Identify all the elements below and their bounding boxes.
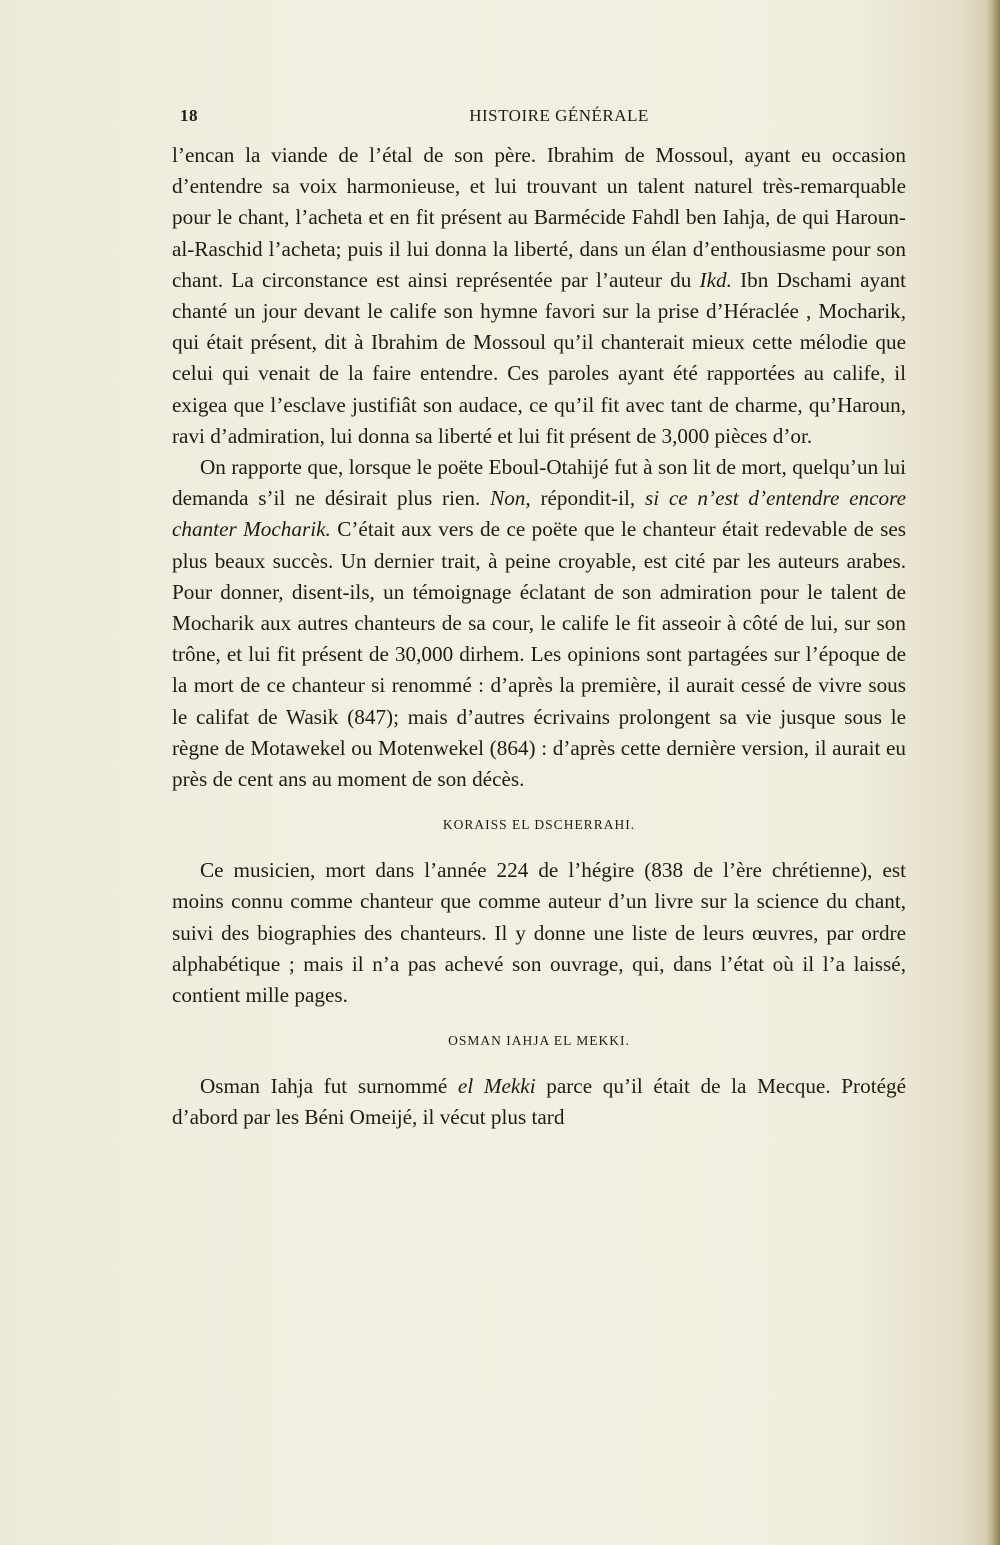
- paragraph-3: Ce musicien, mort dans l’année 224 de l’hégire (838 de l’ère chrétienne), est moins connu comme chanteur que comme auteur d’un livre sur la science du chant, suivi des biographies des chanteurs. Il y donne une liste de leurs œuvres, par ordre alphabétique ; mais il n’a pas achevé son ouvrage, qui, dans l’état où il l’a laissé, contient mille pages.: [172, 858, 906, 1008]
- page-number: 18: [180, 106, 198, 125]
- paragraph-4-end: parce qu’il était de la Mecque. Protégé d’abord par les Béni Omeijé, il vécut plus tard: [172, 1074, 906, 1130]
- paragraph-4: [172, 1071, 906, 1133]
- paragraph-1: [172, 140, 906, 452]
- paragraph-2: [172, 452, 906, 795]
- paragraph-1-rest: Ibn Dschami ayant chanté un jour devant le calife son hymne favori sur la prise d’Héraclée , Mocharik, qui était présent, dit à Ibrahim de Mossoul qu’il chanterait mieux cette mélodie que celui qui venait de la faire entendre. Ces paroles ayant été rapportées au calife, il exigea que l’esclave justifiât son audace, ce qu’il fit avec tant de charme, qu’Haroun, ravi d’admiration, lui donna sa liberté et lui fit présent de 3,000 pièces d’or.: [172, 267, 906, 448]
- running-head: [172, 100, 906, 140]
- section-title-osman: OSMAN IAHJA EL MEKKI.: [448, 1033, 630, 1049]
- ikd-italic: Ikd.: [699, 267, 732, 292]
- section-title-koraiss: KORAISS EL DSCHERRAHI.: [442, 817, 636, 833]
- paragraph-1-text: l’encan la viande de l’étal de son père. Ibrahim de Mossoul, ayant eu occasion d’entendre sa voix harmonieuse, et lui trouvant un talent naturel très-remarquable pour le chant, l’acheta et en fit présent au Barmécide Fahdl ben Iahja, de qui Haroun-al-Raschid l’acheta; puis il lui donna la liberté, dans un élan d’enthousiasme pour son chant. La circonstance est ainsi représentée par l’auteur du: [172, 143, 906, 292]
- paragraph-2-mid: répondit-il,: [530, 486, 645, 511]
- quote-italic: si ce n’est d’entendre encore chanter Mocharik.: [172, 486, 906, 542]
- text-block: [172, 100, 906, 1134]
- paragraph-2-start: On rapporte que, lorsque le poëte Eboul-Otahijé fut à son lit de mort, quelqu’un lui demanda s’il ne désirait plus rien.: [172, 455, 906, 511]
- non-italic: Non,: [490, 486, 531, 511]
- paragraph-4-start: Osman Iahja fut surnommé: [200, 1074, 458, 1099]
- paragraph-2-end: C’était aux vers de ce poëte que le chanteur était redevable de ses plus beaux succès. Un dernier trait, à peine croyable, est cité par les auteurs arabes. Pour donner, disent-ils, un témoignage éclatant de son admiration pour le talent de Mocharik aux autres chanteurs de sa cour, le calife le fit asseoir à côté de lui, sur son trône, et lui fit présent de 30,000 dirhem. Les opinions sont partagées sur l’époque de la mort de ce chanteur si renommé : d’après la première, il aurait cessé de vivre sous le califat de Wasik (847); mais d’autres écrivains prolongent sa vie jusque sous le règne de Motawekel ou Motenwekel (864) : d’après cette dernière version, il aurait eu près de cent ans au moment de son décès.: [172, 517, 906, 792]
- running-title: HISTOIRE GÉNÉRALE: [469, 106, 649, 125]
- mekki-italic: el Mekki: [457, 1074, 536, 1099]
- page-edge: [986, 0, 1000, 1545]
